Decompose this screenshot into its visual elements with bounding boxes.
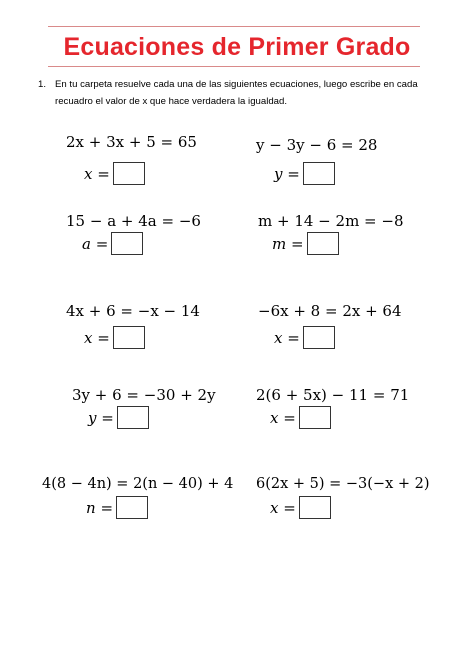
- equation: 4x + 6 = −x − 14: [66, 302, 200, 320]
- instruction-number: 1.: [38, 79, 47, 90]
- answer-variable: x: [274, 328, 283, 347]
- answer-variable: x: [270, 408, 279, 427]
- answer-variable: n: [86, 498, 96, 517]
- equals-sign: =: [282, 164, 300, 183]
- answer-row: [270, 406, 331, 429]
- answer-variable: x: [84, 328, 93, 347]
- equals-sign: =: [92, 328, 110, 347]
- equals-sign: =: [90, 234, 109, 253]
- answer-box[interactable]: [299, 406, 331, 429]
- answer-variable: y: [274, 164, 283, 183]
- answer-box[interactable]: [116, 496, 148, 519]
- equation: 6(2x + 5) = −3(−x + 2): [256, 476, 430, 492]
- answer-box[interactable]: [303, 162, 335, 185]
- title-top-rule: [48, 26, 420, 27]
- equals-sign: =: [278, 498, 296, 517]
- answer-row: [270, 496, 331, 519]
- answer-row: [84, 162, 145, 185]
- answer-row: [274, 326, 335, 349]
- answer-box[interactable]: [113, 162, 145, 185]
- equals-sign: =: [278, 408, 296, 427]
- equation: y − 3y − 6 = 28: [256, 136, 378, 154]
- equals-sign: =: [92, 164, 110, 183]
- instruction: [38, 76, 448, 110]
- answer-row: [82, 232, 143, 255]
- equals-sign: =: [95, 498, 114, 517]
- equation: 15 − a + 4a = −6: [66, 212, 201, 230]
- answer-variable: a: [82, 234, 91, 253]
- title-bottom-rule: [48, 66, 420, 67]
- equals-sign: =: [282, 328, 300, 347]
- answer-row: [274, 162, 335, 185]
- equation: 4(8 − 4n) = 2(n − 40) + 4: [42, 476, 234, 492]
- answer-variable: x: [84, 164, 93, 183]
- answer-row: [272, 232, 339, 255]
- equals-sign: =: [286, 234, 304, 253]
- answer-box[interactable]: [111, 232, 143, 255]
- equals-sign: =: [96, 408, 114, 427]
- answer-row: [86, 496, 148, 519]
- answer-box[interactable]: [299, 496, 331, 519]
- equation: 2(6 + 5x) − 11 = 71: [256, 386, 410, 404]
- answer-box[interactable]: [307, 232, 339, 255]
- instruction-text: En tu carpeta resuelve cada una de las siguientes ecuaciones, luego escribe en cada recuadro el valor de x que hace verdadera la igualdad.: [55, 79, 418, 107]
- answer-box[interactable]: [117, 406, 149, 429]
- answer-row: [88, 406, 149, 429]
- answer-variable: x: [270, 498, 279, 517]
- equation: m + 14 − 2m = −8: [258, 212, 404, 230]
- answer-variable: y: [88, 408, 97, 427]
- answer-row: [84, 326, 145, 349]
- answer-box[interactable]: [113, 326, 145, 349]
- equation: 3y + 6 = −30 + 2y: [72, 386, 216, 404]
- answer-box[interactable]: [303, 326, 335, 349]
- answer-variable: m: [272, 234, 287, 253]
- equation: −6x + 8 = 2x + 64: [258, 302, 402, 320]
- equation: 2x + 3x + 5 = 65: [66, 133, 197, 151]
- page-title: Ecuaciones de Primer Grado: [63, 33, 411, 61]
